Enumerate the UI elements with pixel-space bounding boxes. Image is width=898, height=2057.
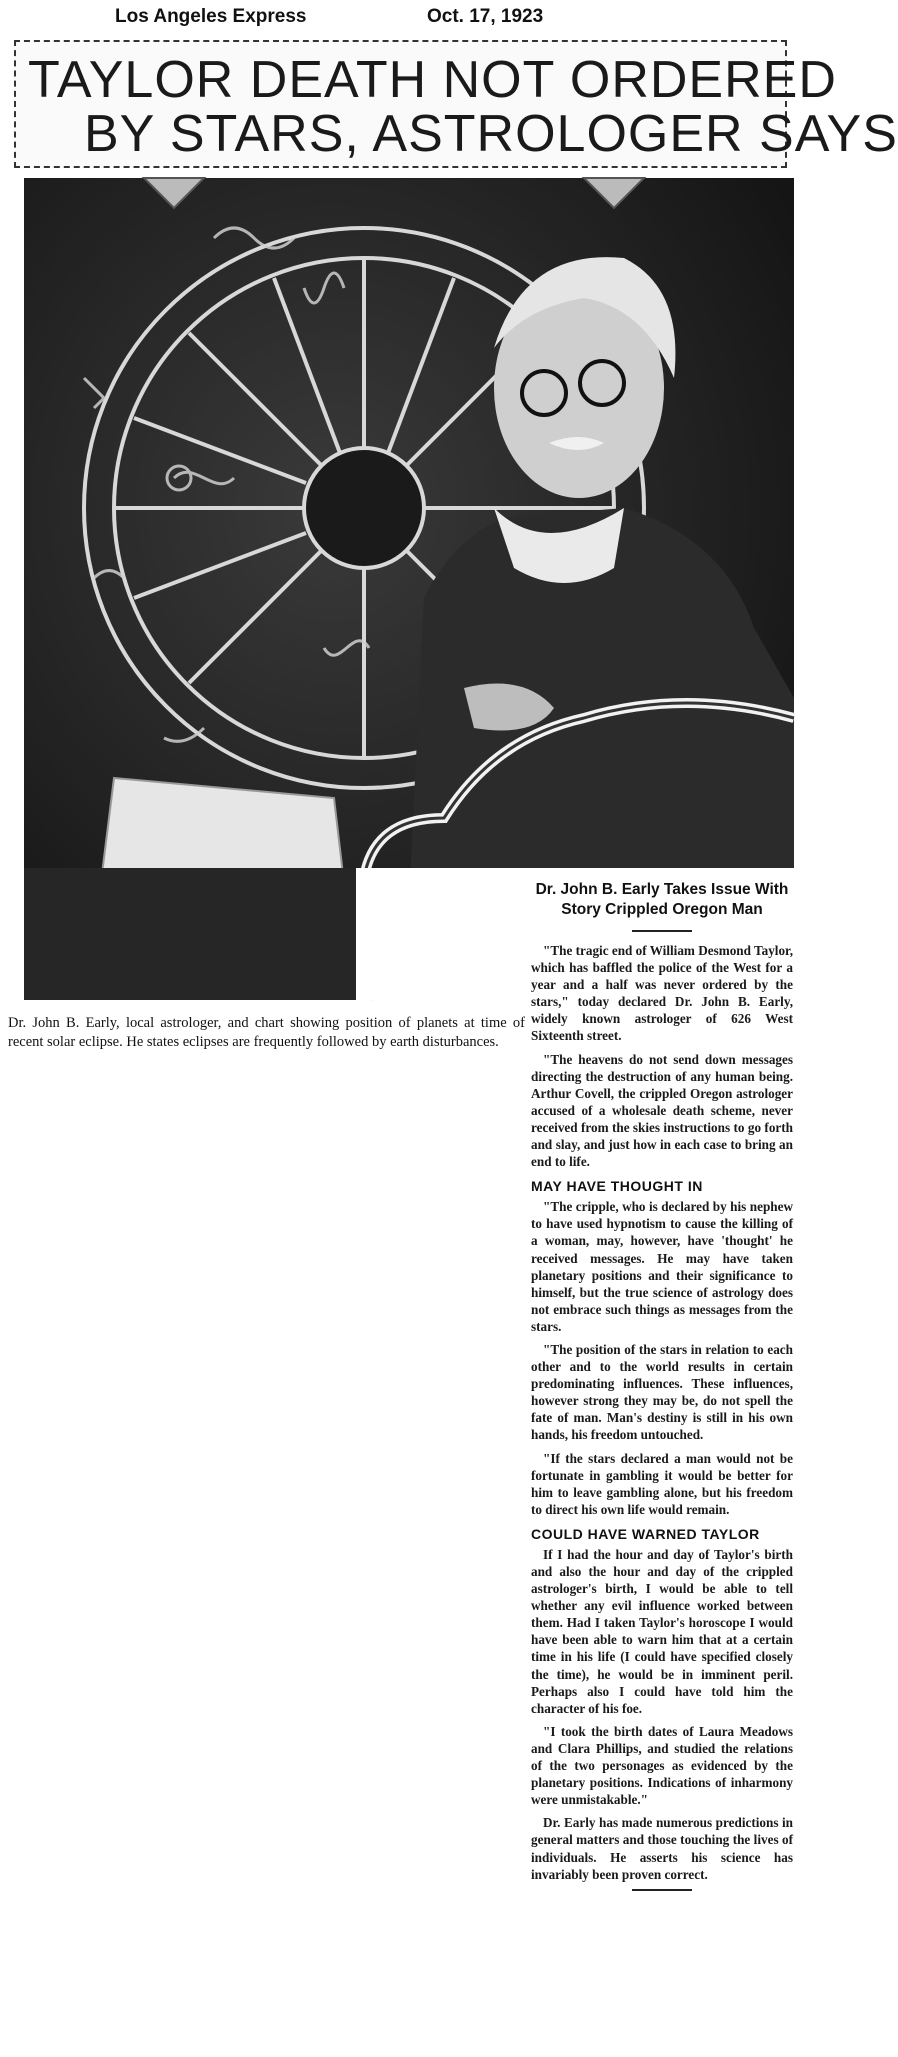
- article-paragraph: "The heavens do not send down messages directing the destruction of any human being. Arthur Covell, the crippled Oregon astrologer accused of a wholesale death scheme, never received from the skies instructions to go forth and slay, and just how in each case to bring an end to life.: [531, 1051, 793, 1170]
- article-paragraph: "I took the birth dates of Laura Meadows and Clara Phillips, and studied the relations of the two personages as evidenced by the planetary positions. Indications of inharmony were unmistakable.": [531, 1723, 793, 1808]
- publication-name: Los Angeles Express: [115, 6, 307, 27]
- article-paragraph: If I had the hour and day of Taylor's birth and also the hour and day of the crippled astrologer's birth, I would be able to tell whether any evil influence worked between them. Had I taken Taylor's horoscope I would have been able to warn him that at a certain time in his life (I could have specified closely the time), he would be in imminent peril. Perhaps also I could have told him the character of his foe.: [531, 1546, 793, 1716]
- article-paragraph: "If the stars declared a man would not be fortunate in gambling it would be better for him to leave gambling alone, but his freedom to direct his own life would remain.: [531, 1450, 793, 1517]
- publication-date: Oct. 17, 1923: [427, 6, 544, 27]
- divider: [632, 930, 692, 932]
- divider: [632, 1889, 692, 1891]
- headline-line-1: TAYLOR DEATH NOT ORDERED: [28, 51, 837, 109]
- article-paragraph: "The position of the stars in relation to each other and to the world results in certain predominating influences. These influences, however strong they may be, do not spell the fate of man. Man's destiny is still in his own hands, his freedom untouched.: [531, 1341, 793, 1443]
- article-paragraph: "The cripple, who is declared by his nephew to have used hypnotism to cause the killing of a woman, may, however, have 'thought' he received messages. He may have taken planetary positions and their significance to himself, but the true science of astrology does not embrace such things as messages from the stars.: [531, 1199, 793, 1334]
- section-heading: COULD HAVE WARNED TAYLOR: [531, 1525, 760, 1542]
- clipping-header: [0, 4, 801, 30]
- article-column: [531, 880, 793, 1891]
- article-paragraph: "The tragic end of William Desmond Taylor, which has baffled the police of the West for a year and a half was never ordered by the stars," today declared Dr. John B. Early, widely known astrologer of 626 West Sixteenth street.: [531, 943, 793, 1044]
- section-heading: MAY HAVE THOUGHT IN: [531, 1178, 703, 1195]
- photo-illustration: [24, 178, 794, 1000]
- photo-caption: Dr. John B. Early, local astrologer, and chart showing position of planets at time of recent solar eclipse. He states eclipses are frequently followed by earth disturbances.: [8, 1015, 525, 1050]
- headline-line-2: BY STARS, ASTROLOGER SAYS: [84, 105, 898, 163]
- astrologer-photo: [24, 178, 794, 1000]
- article-paragraph: Dr. Early has made numerous predictions in general matters and those touching the lives of individuals. He asserts his science has invariably been proven correct.: [531, 1815, 793, 1882]
- article-subhead: Dr. John B. Early Takes Issue With Story Crippled Oregon Man: [535, 881, 789, 918]
- headline-box: [14, 40, 898, 168]
